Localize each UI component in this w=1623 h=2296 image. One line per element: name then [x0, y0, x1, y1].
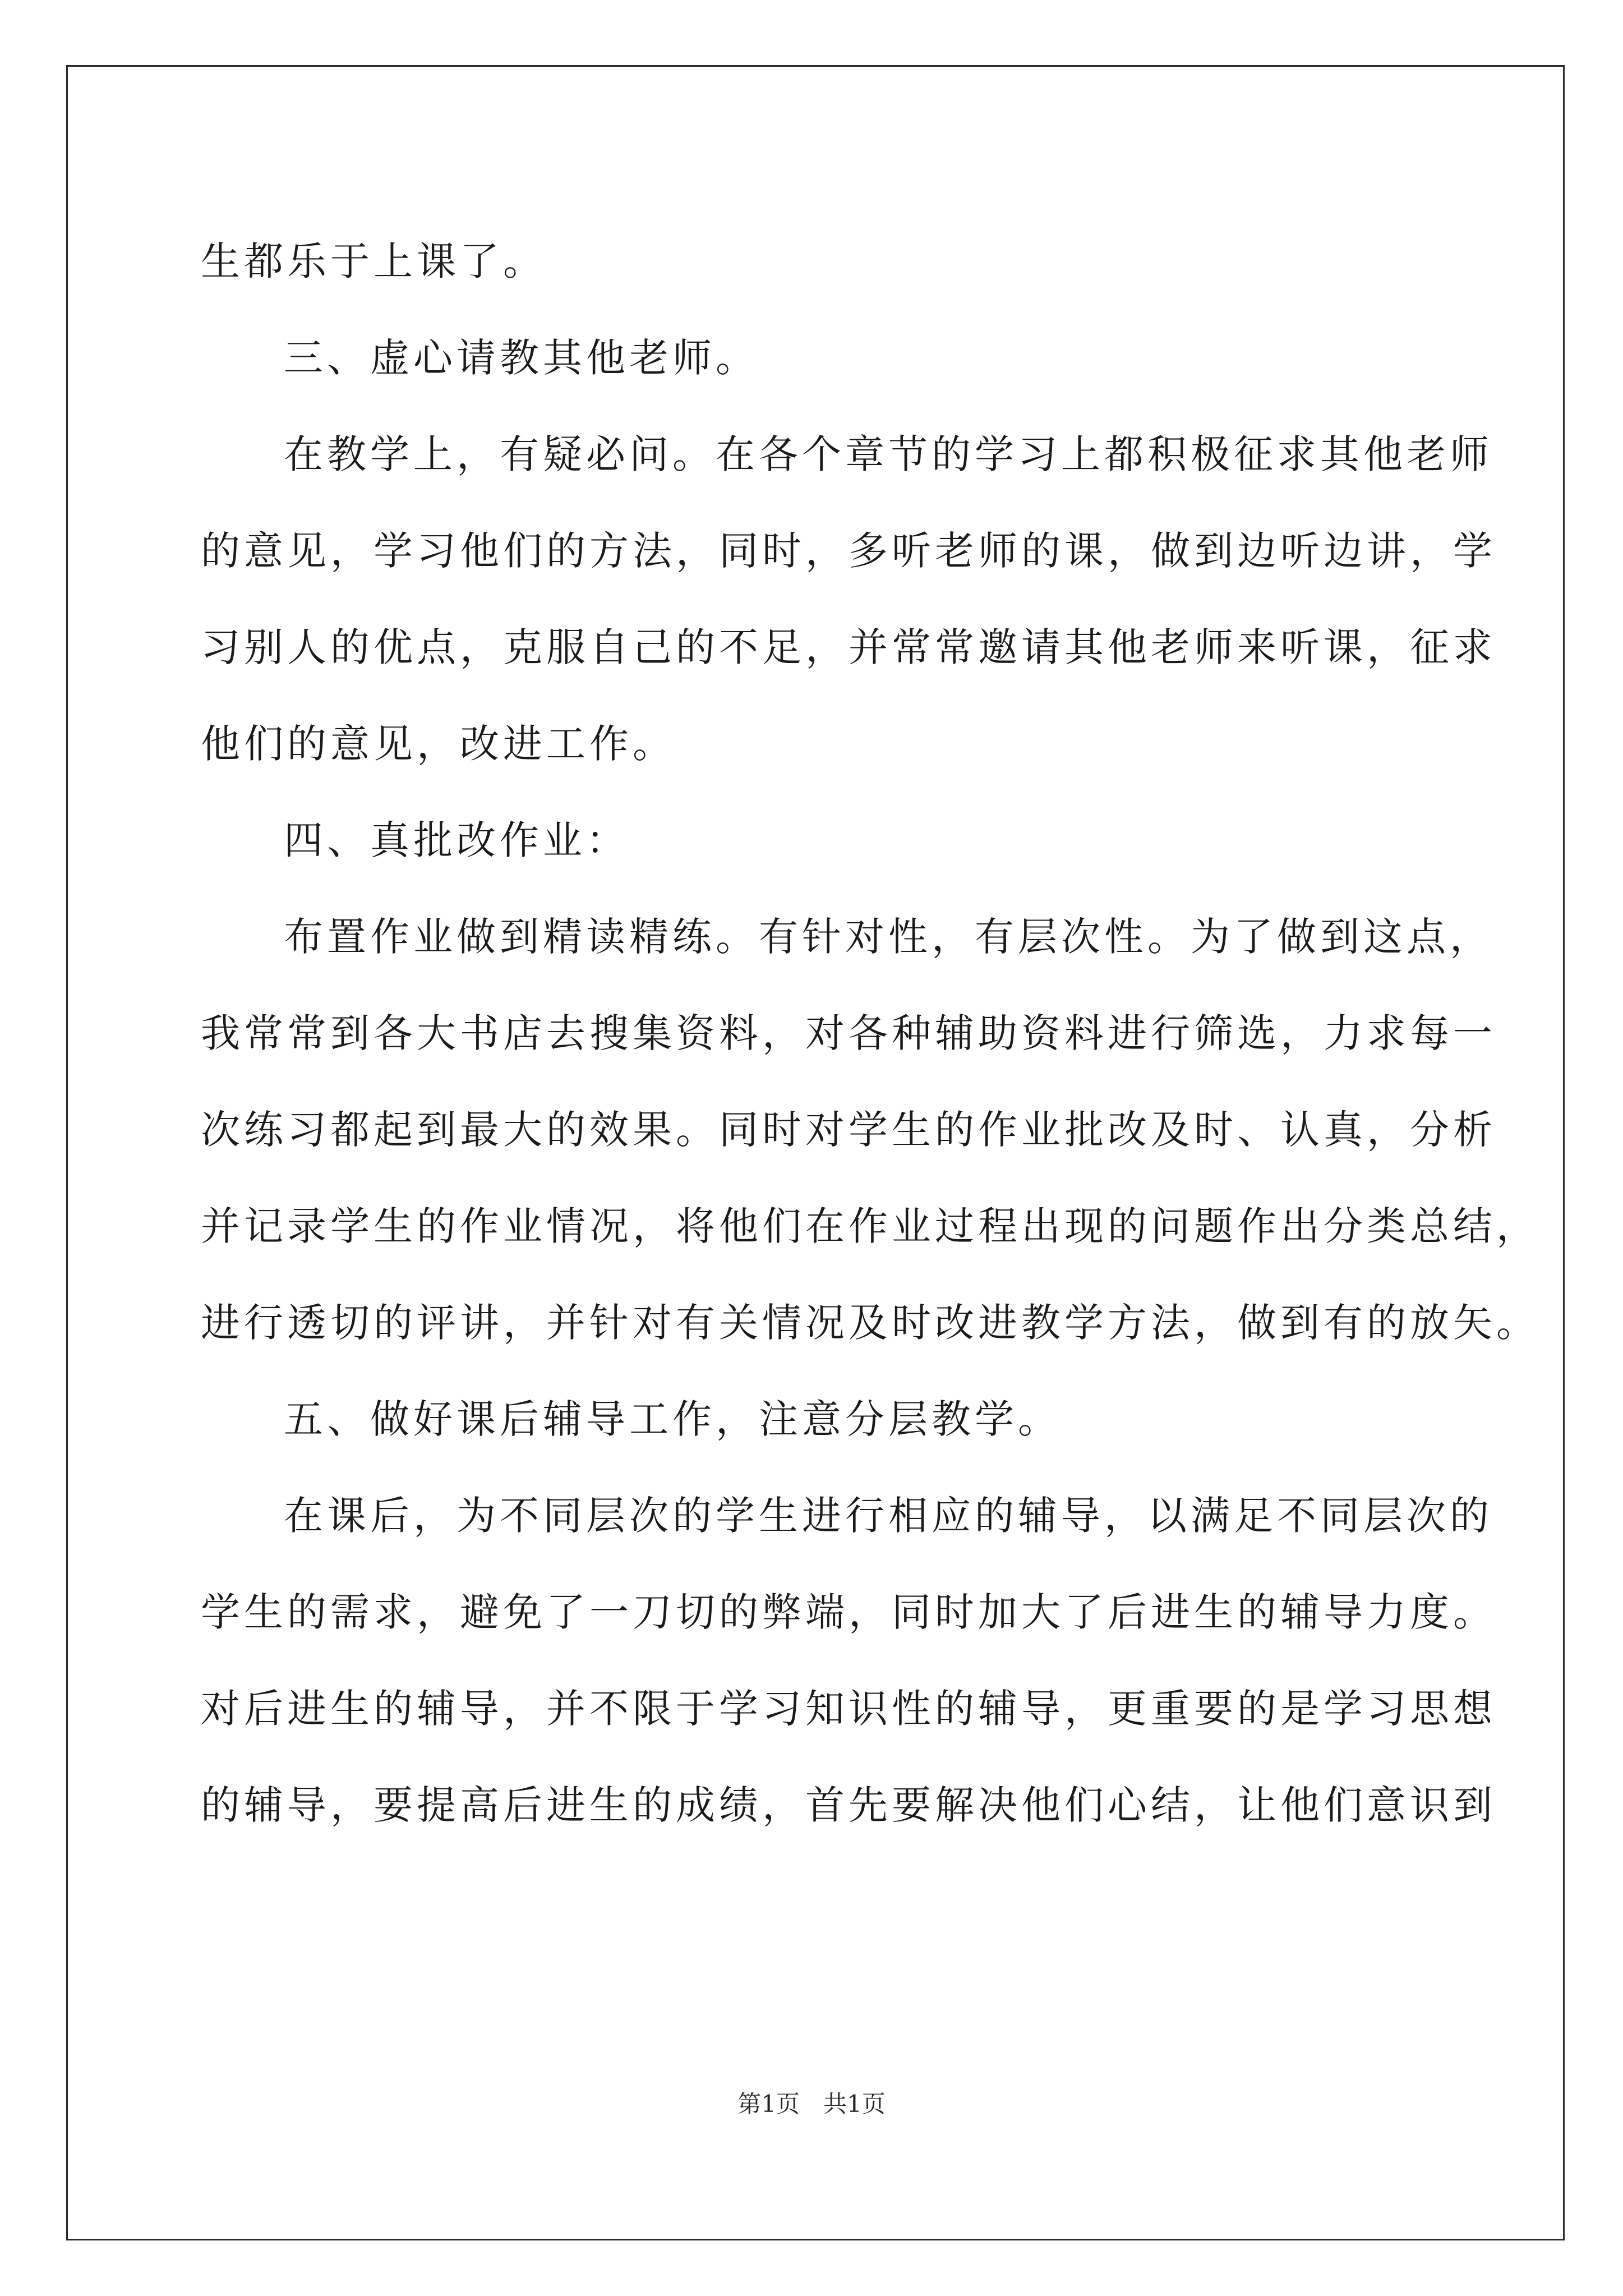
page-number: 第1页 — [737, 2090, 800, 2118]
body-line: 四、真批改作业： — [284, 817, 629, 863]
body-line: 三、虚心请教其他老师。 — [284, 335, 759, 381]
body-line: 在教学上，有疑必问。在各个章节的学习上都积极征求其他老师 — [284, 431, 1493, 477]
body-line: 我常常到各大书店去搜集资料，对各种辅助资料进行筛选，力求每一 — [201, 1010, 1496, 1056]
body-line: 生都乐于上课了。 — [201, 238, 546, 284]
body-line: 并记录学生的作业情况，将他们在作业过程出现的问题作出分类总结， — [201, 1203, 1539, 1249]
body-line: 布置作业做到精读精练。有针对性，有层次性。为了做到这点， — [284, 914, 1493, 960]
page-footer — [0, 2086, 1623, 2119]
body-line: 他们的意见，改进工作。 — [201, 721, 676, 767]
document-body — [201, 213, 1539, 1853]
body-line: 的辅导，要提高后进生的成绩，首先要解决他们心结，让他们意识到 — [201, 1782, 1496, 1828]
page-total: 共1页 — [823, 2090, 886, 2118]
body-line: 对后进生的辅导，并不限于学习知识性的辅导，更重要的是学习思想 — [201, 1686, 1496, 1732]
body-line: 的意见，学习他们的方法，同时，多听老师的课，做到边听边讲，学 — [201, 528, 1496, 574]
body-line: 五、做好课后辅导工作，注意分层教学。 — [284, 1396, 1061, 1442]
body-line: 次练习都起到最大的效果。同时对学生的作业批改及时、认真，分析 — [201, 1107, 1496, 1153]
body-line: 在课后，为不同层次的学生进行相应的辅导，以满足不同层次的 — [284, 1493, 1493, 1539]
body-line: 学生的需求，避免了一刀切的弊端，同时加大了后进生的辅导力度。 — [201, 1589, 1496, 1635]
body-line: 进行透切的评讲，并针对有关情况及时改进教学方法，做到有的放矢。 — [201, 1300, 1539, 1346]
body-line: 习别人的优点，克服自己的不足，并常常邀请其他老师来听课，征求 — [201, 624, 1496, 670]
